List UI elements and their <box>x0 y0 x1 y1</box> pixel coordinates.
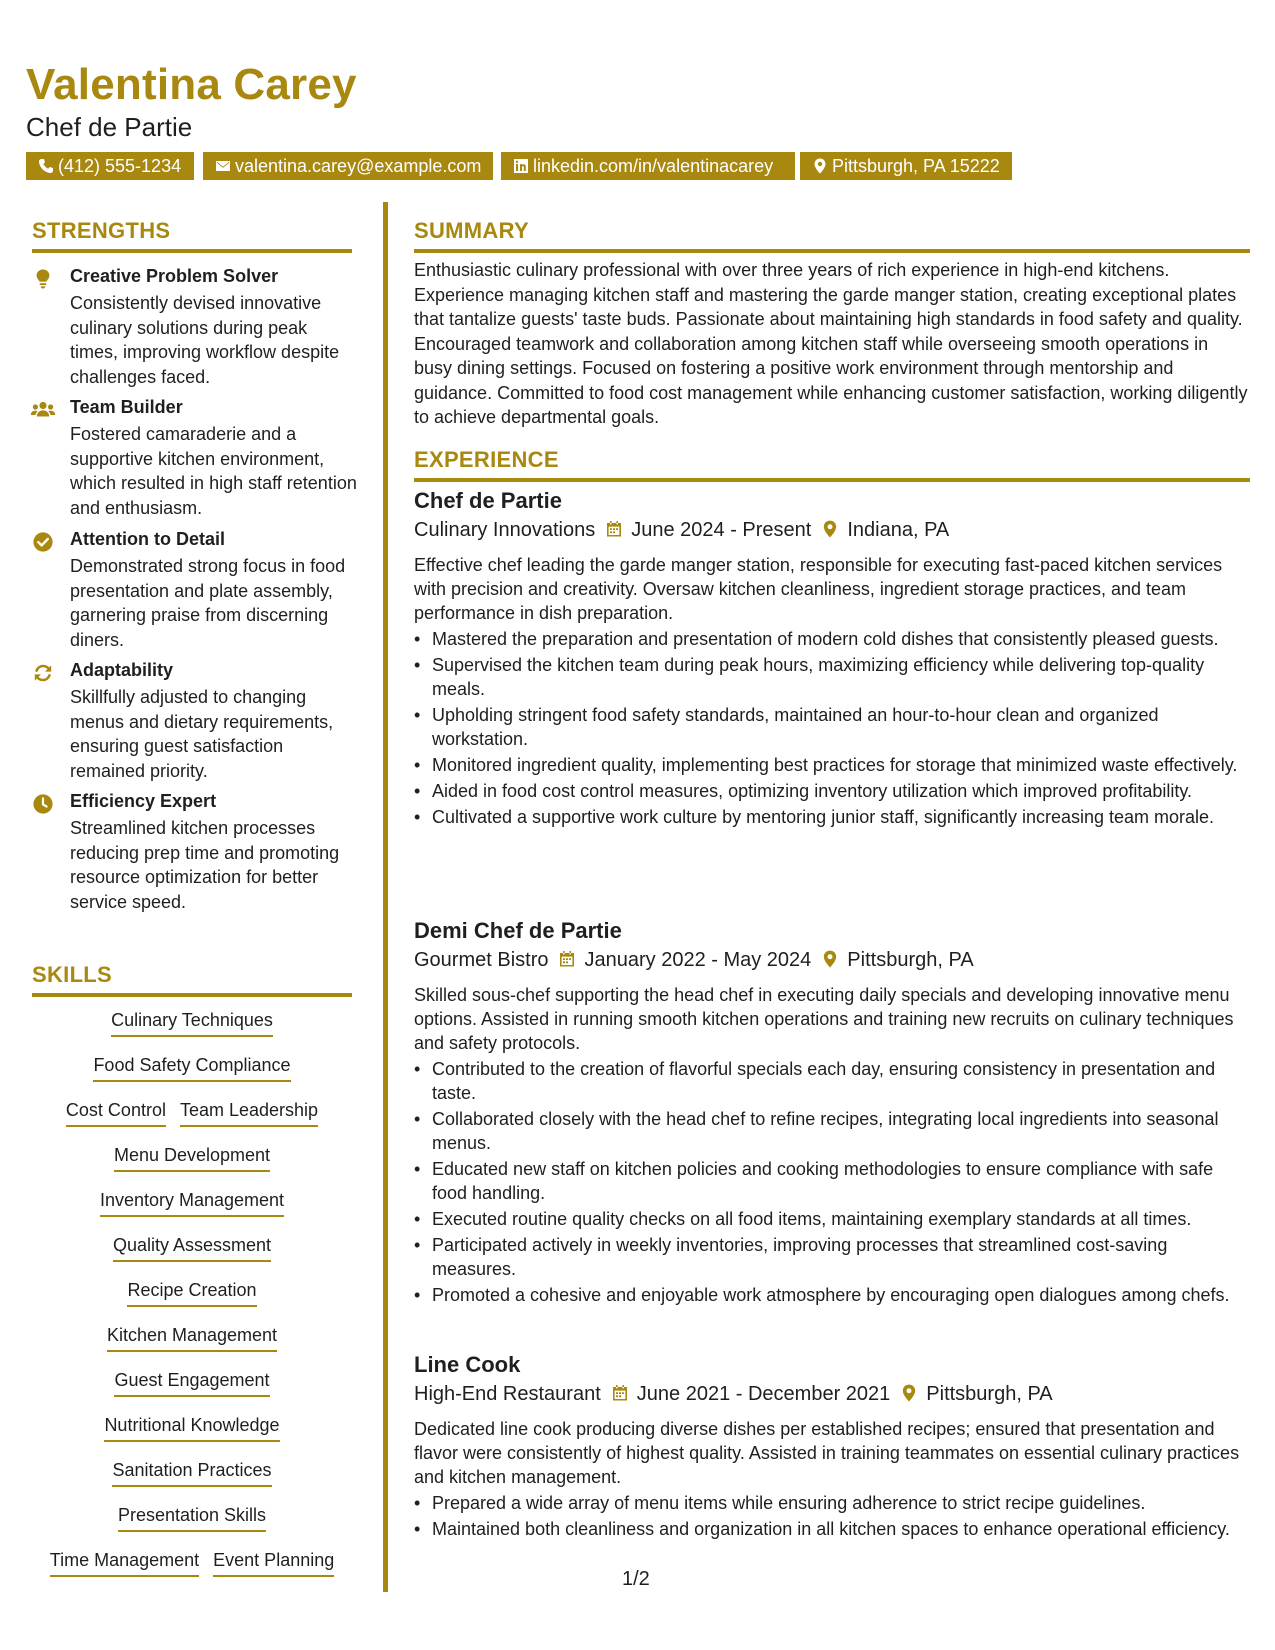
bullet-item: • Educated new staff on kitchen policies and cooking methodologies to ensure compliance with safe food handling. <box>414 1157 1250 1205</box>
job-title: Demi Chef de Partie <box>414 918 622 943</box>
bullet-item: • Cultivated a supportive work culture by mentoring junior staff, significantly increasing team morale. <box>414 805 1250 829</box>
strength-title: Creative Problem Solver <box>70 266 279 286</box>
bullet-item: • Upholding stringent food safety standards, maintained an hour-to-hour clean and organized workstation. <box>414 703 1250 751</box>
contact-linkedin-text: linkedin.com/in/valentinacarey <box>533 156 774 176</box>
skill-tag: Presentation Skills <box>118 1505 266 1532</box>
skill-tag: Food Safety Compliance <box>93 1055 290 1082</box>
sync-icon <box>32 662 54 684</box>
job-location: Indiana, PA <box>847 519 950 541</box>
linkedin-icon <box>513 158 529 174</box>
strength-title: Adaptability <box>70 660 174 680</box>
job-meta <box>414 949 974 972</box>
skill-tag: Quality Assessment <box>113 1235 271 1262</box>
strength-title: Team Builder <box>70 397 183 417</box>
bullet-item: • Mastered the preparation and presentation of modern cold dishes that consistently pleased guests. <box>414 627 1250 651</box>
skill-tag: Nutritional Knowledge <box>104 1415 279 1442</box>
job-location: Pittsburgh, PA <box>926 1383 1053 1405</box>
candidate-title: Chef de Partie <box>26 112 193 142</box>
check-circle-icon <box>32 531 54 553</box>
skill-tag: Guest Engagement <box>114 1370 269 1397</box>
lightbulb-icon <box>32 268 54 290</box>
strengths-rule <box>32 249 352 253</box>
bullet-item: • Aided in food cost control measures, optimizing inventory utilization which improved profitability. <box>414 779 1250 803</box>
skill-tag: Event Planning <box>213 1550 334 1577</box>
contact-phone[interactable] <box>26 152 194 180</box>
bullet-item: • Prepared a wide array of menu items while ensuring adherence to strict recipe guidelines. <box>414 1491 1250 1515</box>
strength-desc: Streamlined kitchen processes reducing prep time and promoting resource optimization for better service speed. <box>70 818 340 912</box>
skills-heading: SKILLS <box>32 962 113 987</box>
page-number: 1/2 <box>622 1568 650 1590</box>
map-marker-icon <box>812 158 828 174</box>
skill-tag: Time Management <box>50 1550 199 1577</box>
candidate-name: Valentina Carey <box>26 60 357 109</box>
envelope-icon <box>215 158 231 174</box>
job-meta <box>414 1383 1053 1406</box>
job-company: Culinary Innovations <box>414 519 596 541</box>
skill-tag: Culinary Techniques <box>111 1010 273 1037</box>
calendar-icon <box>558 950 576 968</box>
job-dates: June 2021 - December 2021 <box>636 1383 891 1405</box>
strength-title: Efficiency Expert <box>70 791 217 811</box>
experience-heading: EXPERIENCE <box>414 447 559 472</box>
summary-text: Enthusiastic culinary professional with over three years of rich experience in high-end kitchens. Experience managing kitchen staff and mastering the garde manger station, creating exceptional plates that tantalize guests' taste buds. Passionate about maintaining high standards in food safety and quality. Encouraged teamwork and collaboration among kitchen staff while overseeing smooth operations in busy dining settings. Focused on fostering a positive work environment through mentorship and guidance. Committed to food cost management while enhancing customer satisfaction, working diligently to achieve departmental goals. <box>414 260 1248 427</box>
users-icon <box>30 399 56 421</box>
bullet-item: • Promoted a cohesive and enjoyable work atmosphere by encouraging open dialogues among chefs. <box>414 1283 1250 1307</box>
skill-tag: Sanitation Practices <box>112 1460 271 1487</box>
job-bullets <box>414 627 1250 831</box>
summary-rule <box>414 249 1250 253</box>
skill-tag: Menu Development <box>114 1145 270 1172</box>
map-marker-icon <box>900 1384 918 1402</box>
column-divider <box>383 202 388 1592</box>
job-bullets <box>414 1057 1250 1309</box>
skill-tag: Kitchen Management <box>107 1325 277 1352</box>
job-title: Chef de Partie <box>414 488 562 513</box>
strength-desc: Fostered camaraderie and a supportive kitchen environment, which resulted in high staff retention and enthusiasm. <box>70 424 357 518</box>
clock-icon <box>32 793 54 815</box>
calendar-icon <box>611 1384 629 1402</box>
bullet-item: • Collaborated closely with the head chef to refine recipes, integrating local ingredients into seasonal menus. <box>414 1107 1250 1155</box>
contact-location-text: Pittsburgh, PA 15222 <box>832 156 1000 176</box>
job-company: High-End Restaurant <box>414 1383 601 1405</box>
bullet-item: • Supervised the kitchen team during peak hours, maximizing efficiency while delivering top-quality meals. <box>414 653 1250 701</box>
job-dates: June 2024 - Present <box>631 519 812 541</box>
phone-icon <box>38 158 54 174</box>
skill-tag: Recipe Creation <box>127 1280 256 1307</box>
summary-heading: SUMMARY <box>414 218 529 243</box>
bullet-item: • Monitored ingredient quality, implementing best practices for storage that minimized waste effectively. <box>414 753 1250 777</box>
bullet-item: • Contributed to the creation of flavorful specials each day, ensuring consistency in presentation and taste. <box>414 1057 1250 1105</box>
map-marker-icon <box>821 520 839 538</box>
job-company: Gourmet Bistro <box>414 949 549 971</box>
job-title: Line Cook <box>414 1352 521 1377</box>
contact-location[interactable] <box>800 152 1012 180</box>
job-description: Skilled sous-chef supporting the head chef in executing daily specials and developing innovative menu options. Assisted in running smooth kitchen operations and training new recruits on culinary techniques and safety protocols. <box>414 985 1234 1053</box>
job-dates: January 2022 - May 2024 <box>584 949 812 971</box>
skill-tag: Team Leadership <box>180 1100 318 1127</box>
contact-phone-text: (412) 555-1234 <box>58 156 182 176</box>
job-bullets <box>414 1491 1250 1543</box>
job-location: Pittsburgh, PA <box>847 949 974 971</box>
experience-rule <box>414 478 1250 482</box>
contact-email[interactable] <box>203 152 493 180</box>
strength-desc: Demonstrated strong focus in food presentation and plate assembly, garnering praise from discerning diners. <box>70 556 346 650</box>
job-description: Dedicated line cook producing diverse dishes per established recipes; ensured that presentation and flavor were consistently of highest quality. Assisted in training teammates on essential culinary practices and kitchen management. <box>414 1419 1240 1487</box>
bullet-item: • Participated actively in weekly inventories, improving processes that streamlined cost-saving measures. <box>414 1233 1250 1281</box>
calendar-icon <box>605 520 623 538</box>
strengths-heading: STRENGTHS <box>32 218 171 243</box>
job-meta <box>414 519 949 542</box>
strength-title: Attention to Detail <box>70 529 225 549</box>
map-marker-icon <box>821 950 839 968</box>
contact-linkedin[interactable] <box>501 152 795 180</box>
contact-email-text: valentina.carey@example.com <box>235 156 482 176</box>
bullet-item: • Maintained both cleanliness and organization in all kitchen spaces to enhance operational efficiency. <box>414 1517 1250 1541</box>
strength-desc: Skillfully adjusted to changing menus and dietary requirements, ensuring guest satisfaction remained priority. <box>70 687 334 781</box>
strength-desc: Consistently devised innovative culinary solutions during peak times, improving workflow despite challenges faced. <box>70 293 340 387</box>
skill-tag: Inventory Management <box>100 1190 284 1217</box>
skills-rule <box>32 993 352 997</box>
job-description: Effective chef leading the garde manger station, responsible for executing fast-paced kitchen services with precision and creativity. Oversaw kitchen cleanliness, ingredient storage practices, and team performance in dish preparation. <box>414 555 1223 623</box>
bullet-item: • Executed routine quality checks on all food items, maintaining exemplary standards at all times. <box>414 1207 1250 1231</box>
skill-tag: Cost Control <box>66 1100 166 1127</box>
